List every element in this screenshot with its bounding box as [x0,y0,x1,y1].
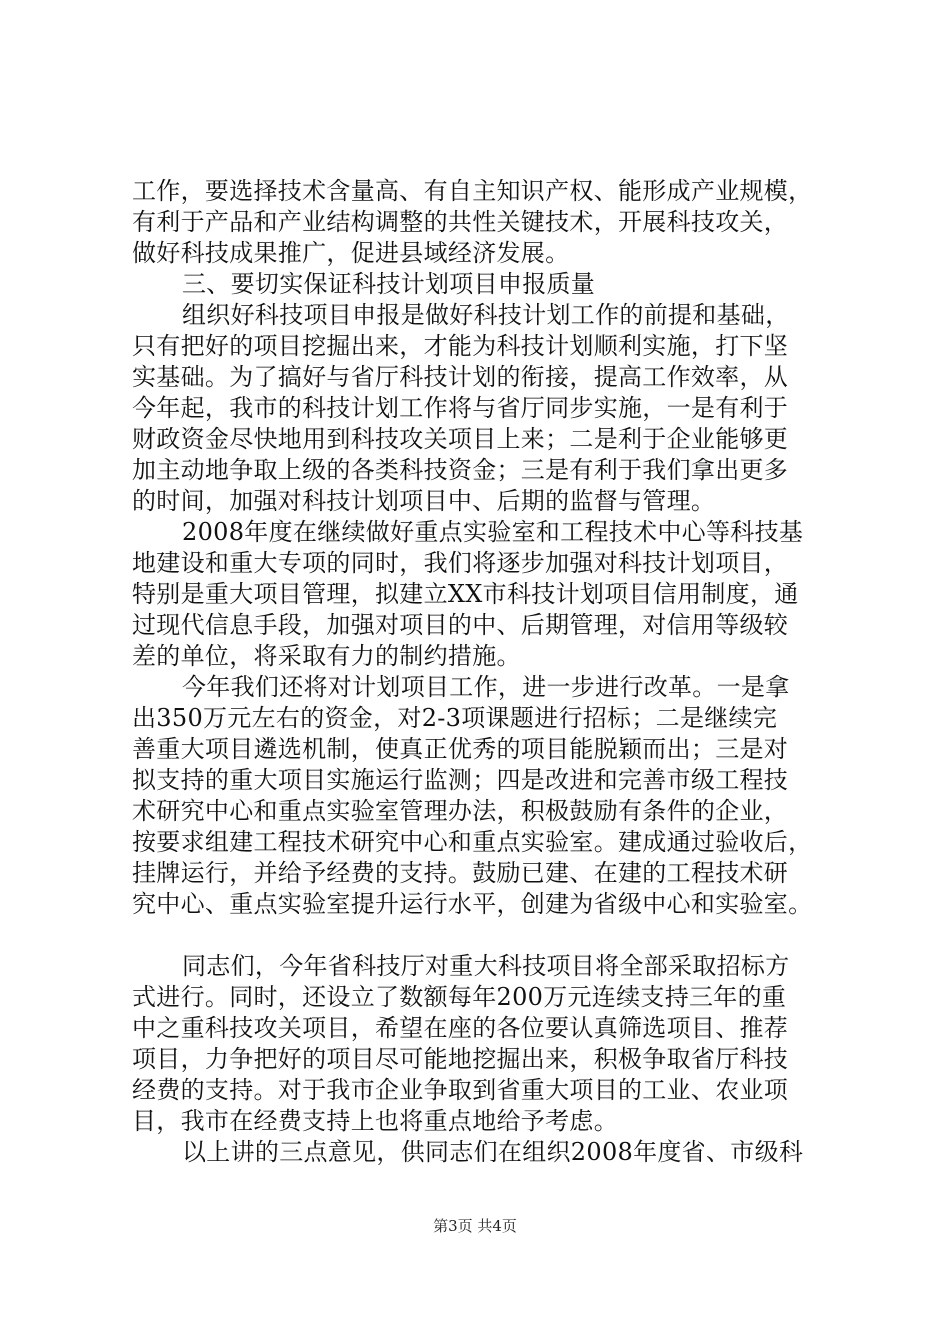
paragraph-first-line: 组织好科技项目申报是做好科技计划工作的前提和基础， [182,301,790,329]
text-line: 过现代信息手段，加强对项目的中、后期管理，对信用等级较 [132,611,789,639]
text-line: 地建设和重大专项的同时，我们将逐步加强对科技计划项目， [132,549,789,577]
text-line: 中之重科技攻关项目，希望在座的各位要认真筛选项目、推荐 [132,1014,789,1042]
paragraph-first-line: 2008年度在继续做好重点实验室和工程技术中心等科技基 [182,518,804,546]
paragraph-first-line: 今年我们还将对计划项目工作，进一步进行改革。一是拿 [182,673,790,701]
paragraph-first-line: 同志们，今年省科技厅对重大科技项目将全部采取招标方 [182,952,790,980]
text-line: 目，我市在经费支持上也将重点地给予考虑。 [132,1107,618,1135]
text-line: 式进行。同时，还设立了数额每年200万元连续支持三年的重 [132,983,787,1011]
text-line: 的时间，加强对科技计划项目中、后期的监督与管理。 [132,487,716,515]
section-heading: 三、要切实保证科技计划项目申报质量 [182,270,596,298]
text-line: 只有把好的项目挖掘出来，才能为科技计划顺利实施，打下坚 [132,332,789,360]
text-line: 实基础。为了搞好与省厅科技计划的衔接，提高工作效率，从 [132,363,789,391]
page-number-footer: 第3页 共4页 [433,1217,517,1235]
text-line: 项目，力争把好的项目尽可能地挖掘出来，积极争取省厅科技 [132,1045,789,1073]
blank-line [132,920,852,951]
text-line: 特别是重大项目管理，拟建立XX市科技计划项目信用制度，通 [132,580,799,608]
text-line: 挂牌运行，并给予经费的支持。鼓励已建、在建的工程技术研 [132,859,789,887]
text-line: 今年起，我市的科技计划工作将与省厅同步实施，一是有利于 [132,394,789,422]
text-line: 做好科技成果推广，促进县域经济发展。 [132,239,570,267]
text-line: 工作，要选择技术含量高、有自主知识产权、能形成产业规模， [132,177,813,205]
text-line: 财政资金尽快地用到科技攻关项目上来；二是利于企业能够更 [132,425,789,453]
text-line: 按要求组建工程技术研究中心和重点实验室。建成通过验收后， [132,828,813,856]
text-line: 拟支持的重大项目实施运行监测；四是改进和完善市级工程技 [132,766,789,794]
text-line: 善重大项目遴选机制，使真正优秀的项目能脱颖而出；三是对 [132,735,789,763]
text-line: 差的单位，将采取有力的制约措施。 [132,642,521,670]
text-line: 有利于产品和产业结构调整的共性关键技术，开展科技攻关， [132,208,789,236]
text-line: 出350万元左右的资金，对2-3项课题进行招标；二是继续完 [132,704,778,732]
paragraph-first-line: 以上讲的三点意见，供同志们在组织2008年度省、市级科 [182,1138,804,1166]
text-line: 究中心、重点实验室提升运行水平，创建为省级中心和实验室。 [132,890,813,918]
text-line: 术研究中心和重点实验室管理办法，积极鼓励有条件的企业， [132,797,789,825]
document-body [132,176,852,1168]
text-line: 加主动地争取上级的各类科技资金；三是有利于我们拿出更多 [132,456,789,484]
text-line: 经费的支持。对于我市企业争取到省重大项目的工业、农业项 [132,1076,789,1104]
